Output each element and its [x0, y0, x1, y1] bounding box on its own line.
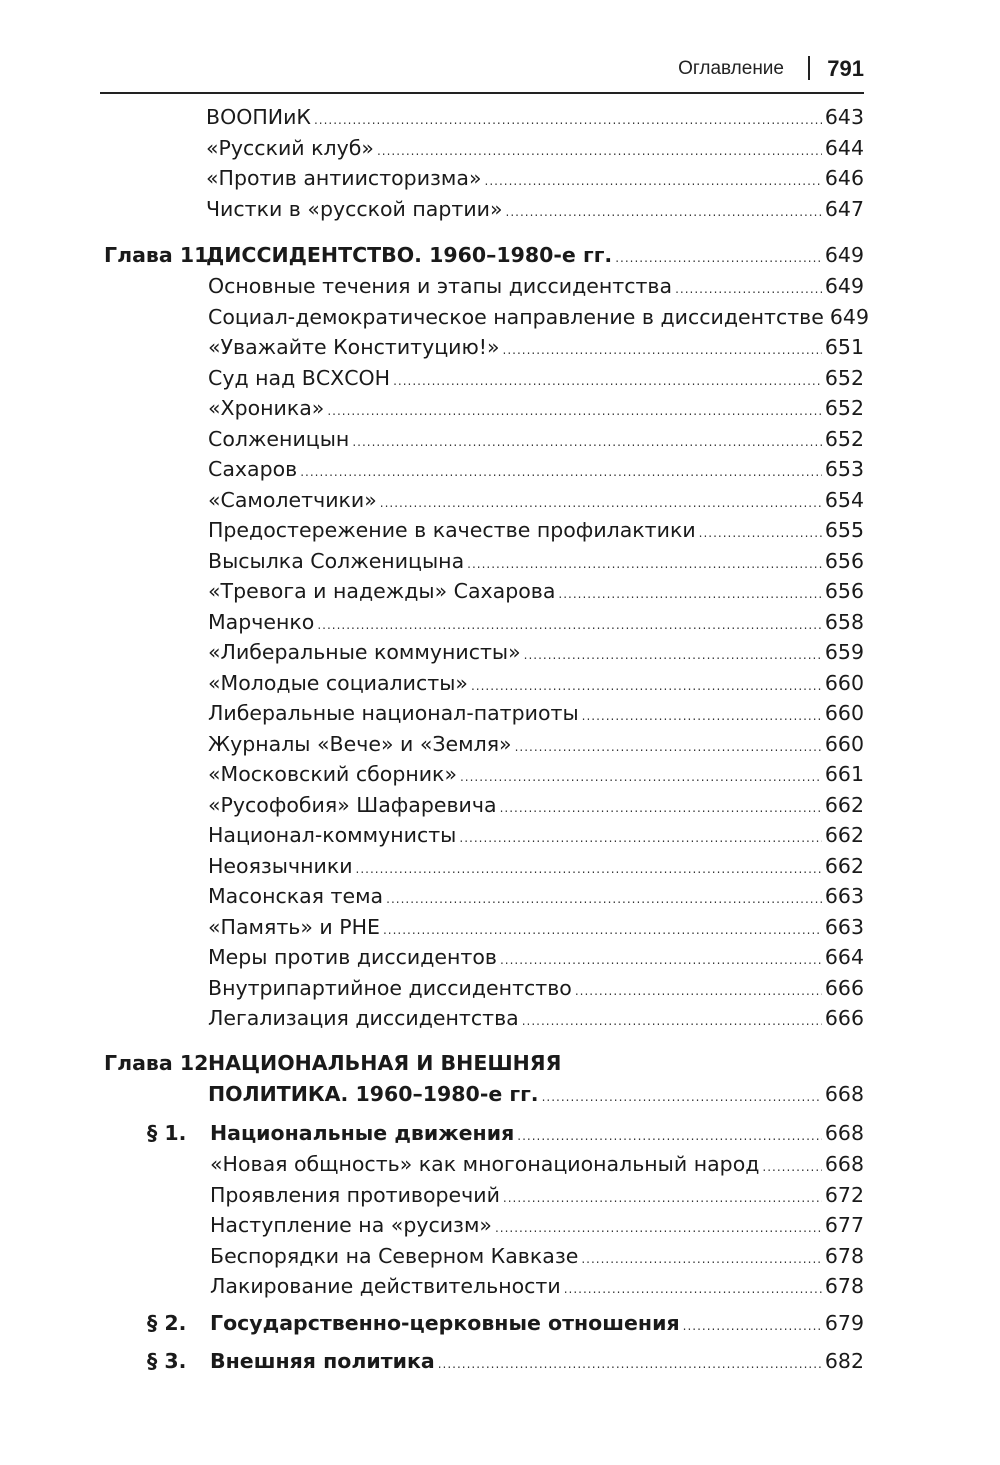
toc-entry-page: 646 — [824, 166, 864, 190]
toc-entry-title: Журналы «Вече» и «Земля» — [208, 731, 512, 756]
dot-leader — [485, 167, 822, 195]
toc-entry-title: Внутрипартийное диссидентство — [208, 975, 572, 1000]
dot-leader — [582, 702, 822, 730]
running-header-section: Оглавление — [678, 58, 784, 79]
toc-entry-page: 655 — [824, 518, 864, 542]
toc-entry-page: 663 — [824, 914, 864, 939]
toc-entry-title: «Память» и РНЕ — [208, 914, 380, 939]
toc-entry[interactable] — [210, 1150, 864, 1178]
dot-leader — [327, 397, 822, 425]
toc-entry[interactable] — [208, 638, 864, 666]
toc-entry-page: 672 — [824, 1182, 864, 1207]
toc-chapter-entry[interactable] — [208, 1080, 864, 1108]
toc-entry-page: 644 — [824, 135, 864, 160]
toc-entry[interactable] — [208, 852, 864, 880]
toc-entry[interactable] — [210, 1272, 864, 1300]
toc-entry-title: Чистки в «русской партии» — [206, 196, 503, 221]
section-label: § 3. — [147, 1349, 187, 1373]
toc-entry-title: Проявления противоречий — [210, 1182, 500, 1207]
toc-entry-page: 649 — [824, 243, 864, 267]
toc-entry-title: «Молодые социалисты» — [208, 670, 468, 695]
toc-entry-title: Основные течения и этапы диссидентства — [208, 274, 673, 298]
dot-leader — [300, 458, 822, 486]
dot-leader — [506, 198, 822, 226]
toc-entry-title: Сахаров — [208, 457, 298, 481]
toc-entry[interactable] — [208, 913, 864, 941]
dot-leader — [524, 641, 822, 669]
toc-entry[interactable] — [208, 882, 864, 910]
dot-leader — [317, 611, 822, 639]
toc-entry-title: ПОЛИТИКА. 1960–1980-е гг. — [208, 1082, 539, 1106]
toc-entry[interactable] — [208, 730, 864, 758]
toc-entry-page: 643 — [824, 105, 864, 129]
dot-leader — [377, 137, 822, 165]
page-number: 791 — [827, 56, 864, 81]
dot-leader — [459, 824, 821, 852]
toc-entry-title: Масонская тема — [208, 884, 384, 908]
toc-entry-title: Предостережение в качестве профилактики — [208, 518, 696, 542]
toc-entry-page: 652 — [824, 396, 864, 420]
toc-entry-page: 651 — [824, 335, 864, 359]
toc-entry-title: «Либеральные коммунисты» — [208, 640, 521, 664]
toc-section-entry[interactable] — [210, 1119, 864, 1147]
toc-entry-page: 678 — [824, 1274, 864, 1298]
toc-entry[interactable] — [208, 608, 864, 636]
toc-entry-page: 677 — [824, 1213, 864, 1237]
toc-entry-title: Марченко — [208, 609, 315, 634]
toc-entry-page: 663 — [824, 884, 864, 908]
dot-leader — [522, 1007, 822, 1035]
toc-entry-title: ВООПИиК — [206, 105, 311, 129]
toc-entry[interactable] — [206, 103, 864, 131]
toc-entry-page: 664 — [824, 945, 864, 969]
toc-entry-title: «Уважайте Конституцию!» — [208, 335, 500, 359]
toc-entry-page: 654 — [824, 487, 864, 512]
toc-entry-page: 661 — [824, 762, 864, 786]
toc-entry[interactable] — [210, 1242, 864, 1270]
dot-leader — [500, 794, 822, 822]
toc-entry-page: 668 — [824, 1152, 864, 1176]
toc-entry-page: 658 — [824, 609, 864, 634]
toc-entry-title: Солженицын — [208, 426, 350, 451]
dot-leader — [515, 733, 822, 761]
toc-entry-title: Меры против диссидентов — [208, 945, 497, 969]
toc-entry-page: 652 — [824, 426, 864, 451]
toc-entry-page: 666 — [824, 975, 864, 1000]
dot-leader — [503, 336, 822, 364]
toc-entry-page: 660 — [824, 701, 864, 725]
section-label: § 1. — [147, 1121, 187, 1145]
toc-entry-title: Высылка Солженицына — [208, 548, 465, 573]
toc-entry-title: Лакирование действительности — [210, 1274, 561, 1298]
toc-entry-title: «Русский клуб» — [206, 135, 374, 160]
toc-entry[interactable] — [210, 1211, 864, 1239]
toc-entry-title: Национал-коммунисты — [208, 823, 457, 847]
toc-entry[interactable] — [208, 1004, 864, 1032]
dot-leader — [314, 106, 822, 134]
toc-entry-page: 656 — [824, 579, 864, 603]
toc-entry[interactable] — [208, 669, 864, 697]
toc-entry[interactable] — [206, 134, 864, 162]
dot-leader — [352, 428, 822, 456]
dot-leader — [471, 672, 822, 700]
toc-entry[interactable] — [208, 699, 864, 727]
toc-entry-title: «Московский сборник» — [208, 762, 457, 786]
toc-entry[interactable] — [208, 547, 864, 575]
toc-entry-title: Легализация диссидентства — [208, 1006, 519, 1030]
toc-entry[interactable] — [208, 974, 864, 1002]
toc-entry-page: 666 — [824, 1006, 864, 1030]
toc-entry[interactable] — [208, 364, 864, 392]
toc-entry[interactable] — [206, 195, 864, 223]
dot-leader — [438, 1350, 822, 1378]
toc-entry-page: 647 — [824, 196, 864, 221]
toc-entry[interactable] — [208, 486, 864, 514]
dot-leader — [581, 1245, 822, 1273]
toc-entry[interactable] — [210, 1181, 864, 1209]
toc-entry-page: 678 — [824, 1243, 864, 1268]
toc-entry[interactable] — [208, 943, 864, 971]
toc-entry[interactable] — [208, 516, 864, 544]
toc-entry[interactable] — [208, 425, 864, 453]
toc-entry[interactable] — [208, 760, 864, 788]
toc-entry-title: Внешняя политика — [210, 1349, 435, 1373]
section-label: § 2. — [147, 1311, 187, 1335]
toc-entry[interactable] — [208, 821, 864, 849]
toc-entry-title: «Самолетчики» — [208, 487, 377, 512]
toc-entry-page: 662 — [824, 792, 864, 817]
dot-leader — [503, 1184, 822, 1212]
toc-entry-page: 659 — [824, 640, 864, 664]
dot-leader — [393, 367, 822, 395]
dot-leader — [542, 1083, 822, 1111]
dot-leader — [380, 489, 822, 517]
dot-leader — [615, 244, 822, 272]
toc-section-entry[interactable] — [210, 1309, 864, 1337]
toc-entry-title: «Русофобия» Шафаревича — [208, 792, 497, 817]
toc-entry-page: 662 — [824, 853, 864, 878]
toc-entry[interactable] — [208, 791, 864, 819]
toc-entry-page: 679 — [824, 1311, 864, 1335]
toc-entry-page: 660 — [824, 670, 864, 695]
toc-entry-page: 649 — [829, 304, 869, 329]
chapter-label: Глава 11. — [104, 243, 217, 267]
chapter-title-line: НАЦИОНАЛЬНАЯ И ВНЕШНЯЯ — [208, 1051, 562, 1075]
toc-entry-title: Суд над ВСХСОН — [208, 365, 391, 390]
dot-leader — [558, 580, 821, 608]
toc-section-entry[interactable] — [210, 1347, 864, 1375]
toc-entry-page: 682 — [824, 1349, 864, 1373]
toc-entry[interactable] — [208, 394, 864, 422]
chapter-label: Глава 12. — [104, 1051, 217, 1075]
dot-leader — [467, 550, 822, 578]
toc-entry-page: 668 — [824, 1121, 864, 1145]
toc-entry-title: Национальные движения — [210, 1121, 515, 1145]
dot-leader — [495, 1214, 822, 1242]
toc-entry-title: Наступление на «русизм» — [210, 1213, 492, 1237]
toc-entry-page: 653 — [824, 457, 864, 481]
toc-entry-title: Неоязычники — [208, 853, 353, 878]
toc-chapter-entry[interactable] — [206, 241, 864, 269]
dot-leader — [762, 1153, 821, 1181]
dot-leader — [386, 885, 822, 913]
dot-leader — [683, 1312, 822, 1340]
dot-leader — [699, 519, 822, 547]
toc-entry[interactable] — [208, 272, 864, 300]
toc-entry[interactable] — [208, 455, 864, 483]
toc-entry-title: Социал-демократическое направление в диссидентстве — [208, 304, 824, 329]
dot-leader — [575, 977, 822, 1005]
dot-leader — [675, 275, 822, 303]
dot-leader — [460, 763, 822, 791]
toc-entry-title: Государственно-церковные отношения — [210, 1311, 680, 1335]
dot-leader — [383, 916, 822, 944]
toc-entry[interactable] — [208, 333, 864, 361]
toc-entry[interactable] — [208, 303, 869, 331]
toc-entry-page: 668 — [824, 1082, 864, 1106]
toc-entry-title: «Новая общность» как многонациональный народ — [210, 1152, 760, 1176]
dot-leader — [564, 1275, 822, 1303]
toc-entry-title: «Тревога и надежды» Сахарова — [208, 579, 556, 603]
toc-entry[interactable] — [208, 577, 864, 605]
toc-entry-title: «Против антиисторизма» — [206, 166, 482, 190]
dot-leader — [517, 1122, 822, 1150]
toc-entry-title: ДИССИДЕНТСТВО. 1960–1980-е гг. — [206, 243, 613, 267]
dot-leader — [356, 855, 822, 883]
toc-entry-title: Либеральные национал-патриоты — [208, 701, 579, 725]
toc-entry-page: 660 — [824, 731, 864, 756]
toc-entry[interactable] — [206, 164, 864, 192]
toc-entry-title: «Хроника» — [208, 396, 325, 420]
dot-leader — [500, 946, 822, 974]
toc-entry-title: Беспорядки на Северном Кавказе — [210, 1243, 579, 1268]
toc-entry-page: 662 — [824, 823, 864, 847]
toc-entry-page: 656 — [824, 548, 864, 573]
toc-entry-page: 652 — [824, 365, 864, 390]
toc-entry-page: 649 — [824, 274, 864, 298]
